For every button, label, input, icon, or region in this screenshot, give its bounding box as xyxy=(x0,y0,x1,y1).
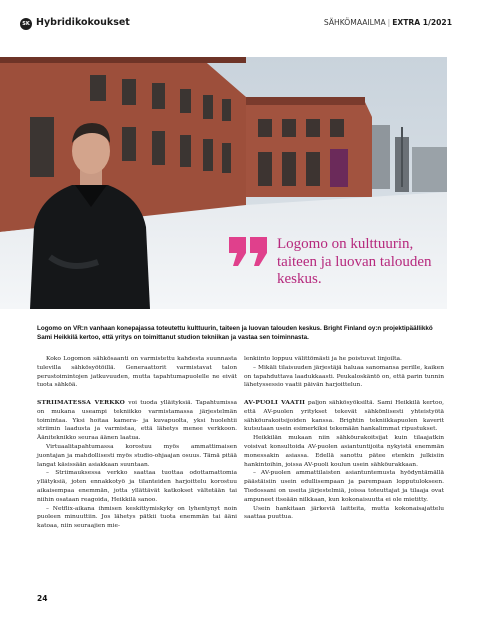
paragraph-text: paljon sähkösyöksiltä. Sami Heikkilä kertoo, että AV-puolen yritykset tekevät sähkönlisesti yhteistyötä sähköurakoitsijoiden kanssa. Brightin tekniikkapuolen kaverit kutsutaan usein esimerkiksi tekemään hankalimmat ripustukset. xyxy=(244,399,445,433)
paragraph: – AV-puolen ammattilaisten asiantuntemusta hyödyntämällä päästäisiin usein edullisempaan ja parempaan lopputulokseen. Tiedossani on useita järjestelmiä, joissa toteuttajat ja tilaaja ovat ampuneet itseään nilkkaan, kun kokonaisuutta ei ole mietitty. xyxy=(244,470,444,503)
paragraph: Heikkilän mukaan niin sähköurakoitsijat kuin tilaajatkin voisivat konsultoida AV-puolen asiantuntijoita nykyistä enemmän monessakin asiassa. Edellä sanottu pätee etenkin julkisiin hankintoihin, joissa AV-puoli koulun usein sähköurakkaan. xyxy=(244,435,444,468)
photo-caption: Logomo on VR:n vanhaan konepajassa toteutettu kulttuurin, taiteen ja luovan talouden keskus. Bright Finland oy:n projektipäällikkö Sami Heikkilä kertoo, että yritys on toimittanut studion tekniikan ja vastaa sen toiminnasta. xyxy=(37,325,433,342)
paragraph: lenkiinto loppuu välittömästi ja he poistuvat linjoilta. xyxy=(244,356,402,362)
paragraph xyxy=(37,399,237,443)
paragraph xyxy=(244,399,444,434)
magazine-masthead xyxy=(324,18,452,27)
paragraph-text: voi tuoda ylläityksiä. Tapahtumissa on mukana useampi tekniikko varmistamassa järjestelmän toimintaa. Yksi hoitaa kamera- ja kuvapuolta, yksi huolehtii striimin laadusta ja varmistaa, että lähetys menee verkkoon. Ääniteknikko seuraa äänen laatua. xyxy=(37,399,237,442)
paragraph: Virtuaalitapahtumassa korostuu myös ammattimaisen juontajan ja mahdollisesti myös studio-ohjaajan osuus. Tämä pitää langat käsissään asiakkaan suuntaan. xyxy=(37,443,237,468)
article-column-right xyxy=(244,355,444,522)
section-title: Hybridikokoukset xyxy=(36,17,130,28)
lead-in: STRIIMATESSA VERKKO xyxy=(37,398,126,406)
masthead-separator: | xyxy=(387,18,391,27)
quote-mark-icon xyxy=(229,237,269,267)
magazine-name: SÄHKÖMAAILMA xyxy=(323,18,386,27)
paragraph: – Mikäli tilaisuuden järjestäjä haluaa sanomansa perille, kaiken on tapahduttava laadukkaasti. Peukaloskäntö on, että parin tunnin lähetyssessio vaatii päivän harjoittelun. xyxy=(244,364,444,389)
paragraph: Koko Logomon sähkösaanti on varmistettu kahdesta suunnasta tulevilla sähkösyötöillä. Generaattorit varmistavat talon perustoimintojen jatkuvuuden, mutta tapahtumapuolelle ne eivät tuota sähköä. xyxy=(37,356,237,389)
page-header xyxy=(20,17,452,35)
page-number: 24 xyxy=(37,594,48,603)
paragraph: – Netflix-aikana ihmisen keskittymiskyky on lyhentynyt noin puoleen minuuttiin. Jos lähetys pätkii tuota enemmän tai ääni katoaa, niin seuraajien mie- xyxy=(37,505,237,530)
section-logo-icon: SK xyxy=(20,18,32,30)
issue-label: EXTRA 1/2021 xyxy=(392,18,452,27)
paragraph: Usein hankitaan järkeviä laitteita, mutta kokonaisajattelu saattaa puuttua. xyxy=(244,505,444,521)
pull-quote: Logomo on kulttuurin, taiteen ja luovan talouden keskus. xyxy=(277,236,432,287)
lead-in: AV-PUOLI VAATII xyxy=(244,398,306,406)
paragraph: – Striimauksessa verkko saattaa tuottaa odottamattomia yllätyksiä, joten ennakkotyö ja tilanteiden harjoittelu korostuu aikaisempaa enemmän, jotta yllättävät katkokset vältetään tai niihin osataan reagoida, Heikkilä sanoo. xyxy=(37,470,237,503)
article-column-left xyxy=(37,355,237,531)
